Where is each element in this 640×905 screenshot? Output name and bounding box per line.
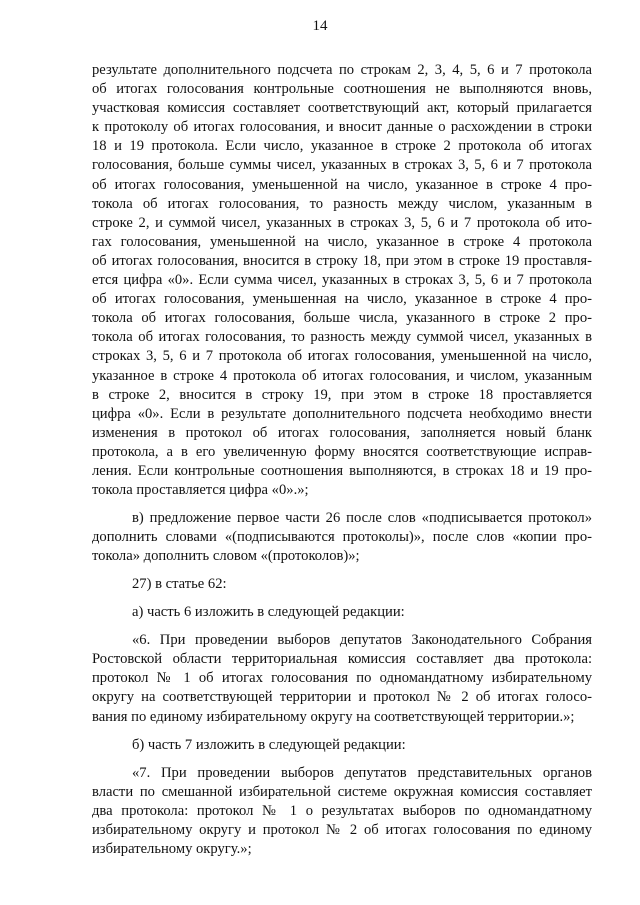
text-line: вания по единому избирательному округу на соответствующей территории.»; xyxy=(92,708,575,725)
text-line: округу на соответствующей территории и протокол № 2 об итогах голосо- xyxy=(92,689,592,706)
text-line: дополнить словами «(подписываются протоколы)», после слов «копии про- xyxy=(92,529,592,546)
text-line: строке 2, и суммой чисел, указанных в строках 3, 5, 6 и 7 протокола об ито- xyxy=(92,214,592,231)
text-line: 27) в статье 62: xyxy=(132,576,227,593)
text-line: изменения в протокол об итогах голосования, заполняется новый бланк xyxy=(92,424,592,441)
text-line: токола проставляется цифра «0».»; xyxy=(92,482,309,499)
text-line: два протокола: протокол № 1 о результатах выборов по одномандатному xyxy=(92,802,592,819)
text-line: об итогах голосования, уменьшенной на число, указанное в строке 4 про- xyxy=(92,176,592,193)
page-number: 14 xyxy=(312,18,328,34)
text-line: участковая комиссия составляет соответствующий акт, который прилагается xyxy=(92,100,592,117)
text-line: власти по смешанной избирательной системе окружная комиссия составляет xyxy=(92,783,592,800)
text-line: протокола, а в его увеличенную форму вносятся соответствующие исправ- xyxy=(92,443,592,460)
paragraph-item-b xyxy=(92,736,592,755)
text-line: об итогах голосования контрольные соотношения не выполняются вновь, xyxy=(92,81,592,98)
text-line: токола» дополнить словом «(протоколов)»; xyxy=(92,548,360,565)
text-line: токола об итогах голосования, то разность между числом, указанным в xyxy=(92,195,592,212)
text-line: к протоколу об итогах голосования, и вносит данные о расхождении в строки xyxy=(92,119,592,136)
text-line: цифра «0». Если в результате дополнительного подсчета необходимо внести xyxy=(92,405,592,422)
paragraph-part-6 xyxy=(92,631,592,726)
text-line: «7. При проведении выборов депутатов представительных органов xyxy=(132,764,592,781)
paragraph-item-v xyxy=(92,509,592,566)
text-line: указанное в строке 4 протокола об итогах голосования, и числом, указанным xyxy=(92,367,592,384)
text-line: об итогах голосования, уменьшенная на число, указанное в строке 4 про- xyxy=(92,291,592,308)
text-line: «6. При проведении выборов депутатов Законодательного Собрания xyxy=(132,632,592,649)
text-line: строках 3, 5, 6 и 7 протокола об итогах голосования, уменьшенной на число, xyxy=(92,348,592,365)
text-line: результате дополнительного подсчета по строкам 2, 3, 4, 5, 6 и 7 протокола xyxy=(92,62,592,78)
text-line: голосования, больше суммы чисел, указанных в строках 3, 5, 6 и 7 протокола xyxy=(92,157,592,174)
paragraph-part-7 xyxy=(92,764,592,859)
text-line: избирательному округу и протокол № 2 об итогах голосования по единому xyxy=(92,821,592,838)
text-line: об итогах голосования, вносится в строку 18, при этом в строке 19 проставля- xyxy=(92,252,592,269)
text-line: Ростовской области территориальная комиссия составляет два протокола: xyxy=(92,651,592,668)
text-line: избирательному округу.»; xyxy=(92,840,252,857)
text-line: б) часть 7 изложить в следующей редакции: xyxy=(132,736,406,753)
text-line: в) предложение первое части 26 после слов «подписывается протокол» xyxy=(132,510,592,527)
paragraph-vote-recount xyxy=(92,61,592,500)
text-line: протокол № 1 об итогах голосования по одномандатному избирательному xyxy=(92,670,592,687)
document-body xyxy=(92,61,592,868)
text-line: 18 и 19 протокола. Если число, указанное в строке 2 протокола об итогах xyxy=(92,138,592,155)
text-line: ления. Если контрольные соотношения выполняются, в строках 18 и 19 про- xyxy=(92,462,592,479)
text-line: токола об итогах голосования, то разность между суммой чисел, указанных в xyxy=(92,329,592,346)
text-line: ется цифра «0». Если сумма чисел, указанных в строках 3, 5, 6 и 7 протокола xyxy=(92,272,592,289)
text-line: гах голосования, уменьшенной на число, указанное в строке 4 протокола xyxy=(92,233,592,250)
paragraph-item-27 xyxy=(92,575,592,594)
text-line: токола об итогах голосования, больше числа, указанного в строке 2 про- xyxy=(92,310,592,327)
text-line: в строке 2, вносится в строку 19, при этом в строке 18 проставляется xyxy=(92,386,592,403)
paragraph-item-a xyxy=(92,603,592,622)
text-line: а) часть 6 изложить в следующей редакции: xyxy=(132,604,405,621)
